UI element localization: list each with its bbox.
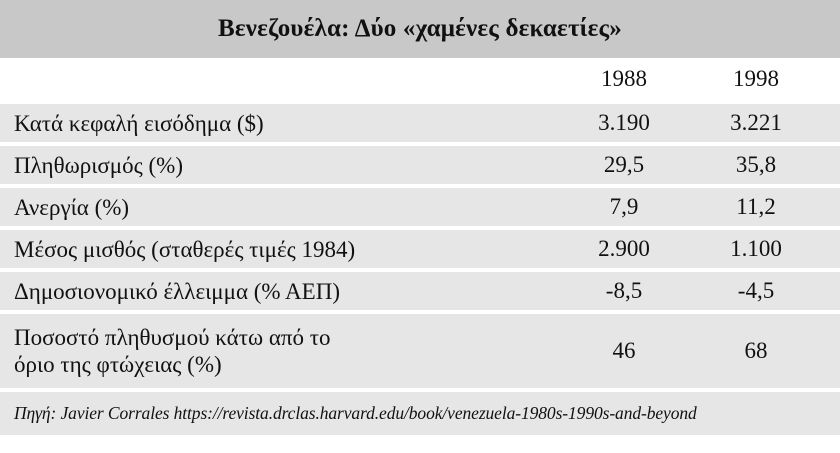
table-row [0,272,840,314]
row-label-line-1: Ποσοστό πληθυσμού κάτω από το [14,325,331,350]
value-1988: 2.900 [598,236,650,261]
value-1998: 35,8 [735,152,777,177]
source-text: Javier Corrales https://revista.drclas.harvard.edu/book/venezuela-1980s-1990s-and-beyond [60,403,697,423]
table-row [0,146,840,188]
value-1998: 11,2 [736,194,776,219]
row-label: Μέσος μισθός (σταθερές τιμές 1984) [14,236,356,262]
column-header-row [0,58,840,104]
value-1988: -8,5 [605,278,643,303]
row-label: Κατά κεφαλή εισόδημα ($) [14,110,264,136]
value-1998: 1.100 [730,236,782,261]
table-row [0,188,840,230]
value-1988: 29,5 [603,152,645,177]
value-1988: 3.190 [598,110,650,135]
table-row [0,314,840,392]
table-row [0,104,840,146]
source-prefix: Πηγή: [14,403,57,423]
column-header-1998: 1998 [733,66,779,91]
row-label: Ανεργία (%) [14,194,130,220]
value-1998: 68 [744,338,768,363]
row-label-line-2: όριο της φτώχειας (%) [14,352,222,377]
source-note [0,392,840,435]
value-1988: 7,9 [609,194,639,219]
row-label: Δημοσιονομικό έλλειμμα (% ΑΕΠ) [14,278,340,304]
value-1988: 46 [612,338,636,363]
table-row [0,230,840,272]
value-1998: -4,5 [737,278,775,303]
row-label: Πληθωρισμός (%) [14,152,183,178]
value-1998: 3.221 [730,110,782,135]
column-header-1988: 1988 [601,66,647,91]
row-label [0,324,578,378]
table-title: Βενεζουέλα: Δύο «χαμένες δεκαετίες» [0,0,840,58]
